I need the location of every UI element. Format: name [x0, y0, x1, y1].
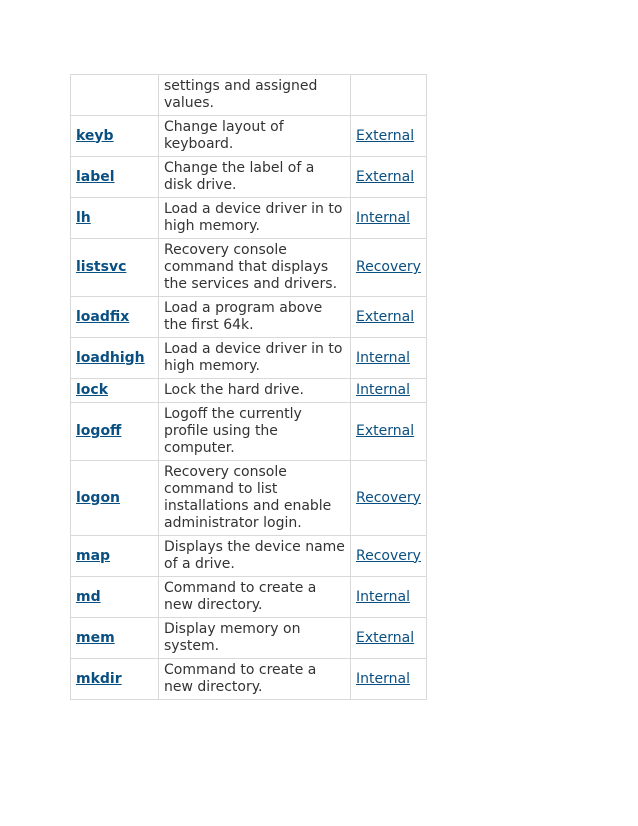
command-cell	[71, 536, 159, 577]
command-link[interactable]: map	[76, 547, 111, 564]
table-row	[71, 577, 427, 618]
description-cell: Load a device driver in to high memory.	[159, 198, 351, 239]
description-cell: Load a program above the first 64k.	[159, 297, 351, 338]
command-cell	[71, 338, 159, 379]
type-link[interactable]: Internal	[356, 588, 410, 605]
command-link[interactable]: loadfix	[76, 308, 130, 325]
type-cell	[351, 577, 427, 618]
description-cell: Change layout of keyboard.	[159, 116, 351, 157]
type-link[interactable]: Internal	[356, 349, 410, 366]
table-row	[71, 618, 427, 659]
type-link[interactable]: Internal	[356, 209, 410, 226]
command-link[interactable]: logon	[76, 489, 121, 506]
command-link[interactable]: listsvc	[76, 259, 127, 275]
command-link[interactable]: logoff	[76, 423, 122, 439]
description-cell: Command to create a new directory.	[159, 659, 351, 700]
type-cell	[351, 403, 427, 461]
type-cell	[351, 338, 427, 379]
type-link[interactable]: Recovery	[356, 489, 421, 506]
type-cell	[351, 379, 427, 403]
type-link[interactable]: External	[356, 629, 415, 646]
table-row	[71, 297, 427, 338]
command-link[interactable]: label	[76, 168, 115, 185]
type-link[interactable]: External	[356, 423, 415, 439]
table-row	[71, 239, 427, 297]
description-cell: Load a device driver in to high memory.	[159, 338, 351, 379]
command-link[interactable]: keyb	[76, 127, 114, 144]
command-link[interactable]: mem	[76, 629, 115, 646]
description-cell: Logoff the currently profile using the computer.	[159, 403, 351, 461]
command-cell	[71, 461, 159, 536]
command-link[interactable]: md	[76, 588, 101, 605]
command-cell	[71, 198, 159, 239]
type-link[interactable]: External	[356, 168, 415, 185]
type-link[interactable]: Internal	[356, 382, 410, 398]
type-link[interactable]: Recovery	[356, 547, 421, 564]
command-cell	[71, 379, 159, 403]
type-link[interactable]: External	[356, 127, 415, 144]
description-cell: settings and assigned values.	[159, 75, 351, 116]
description-cell: Displays the device name of a drive.	[159, 536, 351, 577]
command-table	[70, 74, 427, 700]
command-link[interactable]: mkdir	[76, 670, 122, 687]
type-cell	[351, 659, 427, 700]
table-row	[71, 659, 427, 700]
command-cell	[71, 157, 159, 198]
type-link[interactable]: External	[356, 308, 415, 325]
type-cell	[351, 239, 427, 297]
type-cell	[351, 75, 427, 116]
description-cell: Command to create a new directory.	[159, 577, 351, 618]
command-cell	[71, 75, 159, 116]
command-cell	[71, 618, 159, 659]
table-row	[71, 116, 427, 157]
type-cell	[351, 618, 427, 659]
type-link[interactable]: Internal	[356, 670, 410, 687]
description-cell: Display memory on system.	[159, 618, 351, 659]
command-cell	[71, 659, 159, 700]
command-link[interactable]: lock	[76, 382, 109, 398]
table-row	[71, 338, 427, 379]
command-cell	[71, 403, 159, 461]
command-link[interactable]: lh	[76, 209, 91, 226]
description-cell: Recovery console command to list installations and enable administrator login.	[159, 461, 351, 536]
type-cell	[351, 157, 427, 198]
command-cell	[71, 577, 159, 618]
command-cell	[71, 239, 159, 297]
table-row	[71, 157, 427, 198]
table-row	[71, 75, 427, 116]
type-cell	[351, 198, 427, 239]
table-row	[71, 379, 427, 403]
table-row	[71, 461, 427, 536]
description-cell: Change the label of a disk drive.	[159, 157, 351, 198]
type-cell	[351, 461, 427, 536]
command-link[interactable]: loadhigh	[76, 349, 145, 366]
type-cell	[351, 297, 427, 338]
type-cell	[351, 536, 427, 577]
table-row	[71, 198, 427, 239]
command-cell	[71, 116, 159, 157]
command-table-body	[71, 75, 427, 700]
description-cell: Lock the hard drive.	[159, 379, 351, 403]
command-cell	[71, 297, 159, 338]
type-link[interactable]: Recovery	[356, 259, 421, 275]
table-row	[71, 536, 427, 577]
description-cell: Recovery console command that displays the services and drivers.	[159, 239, 351, 297]
table-row	[71, 403, 427, 461]
type-cell	[351, 116, 427, 157]
